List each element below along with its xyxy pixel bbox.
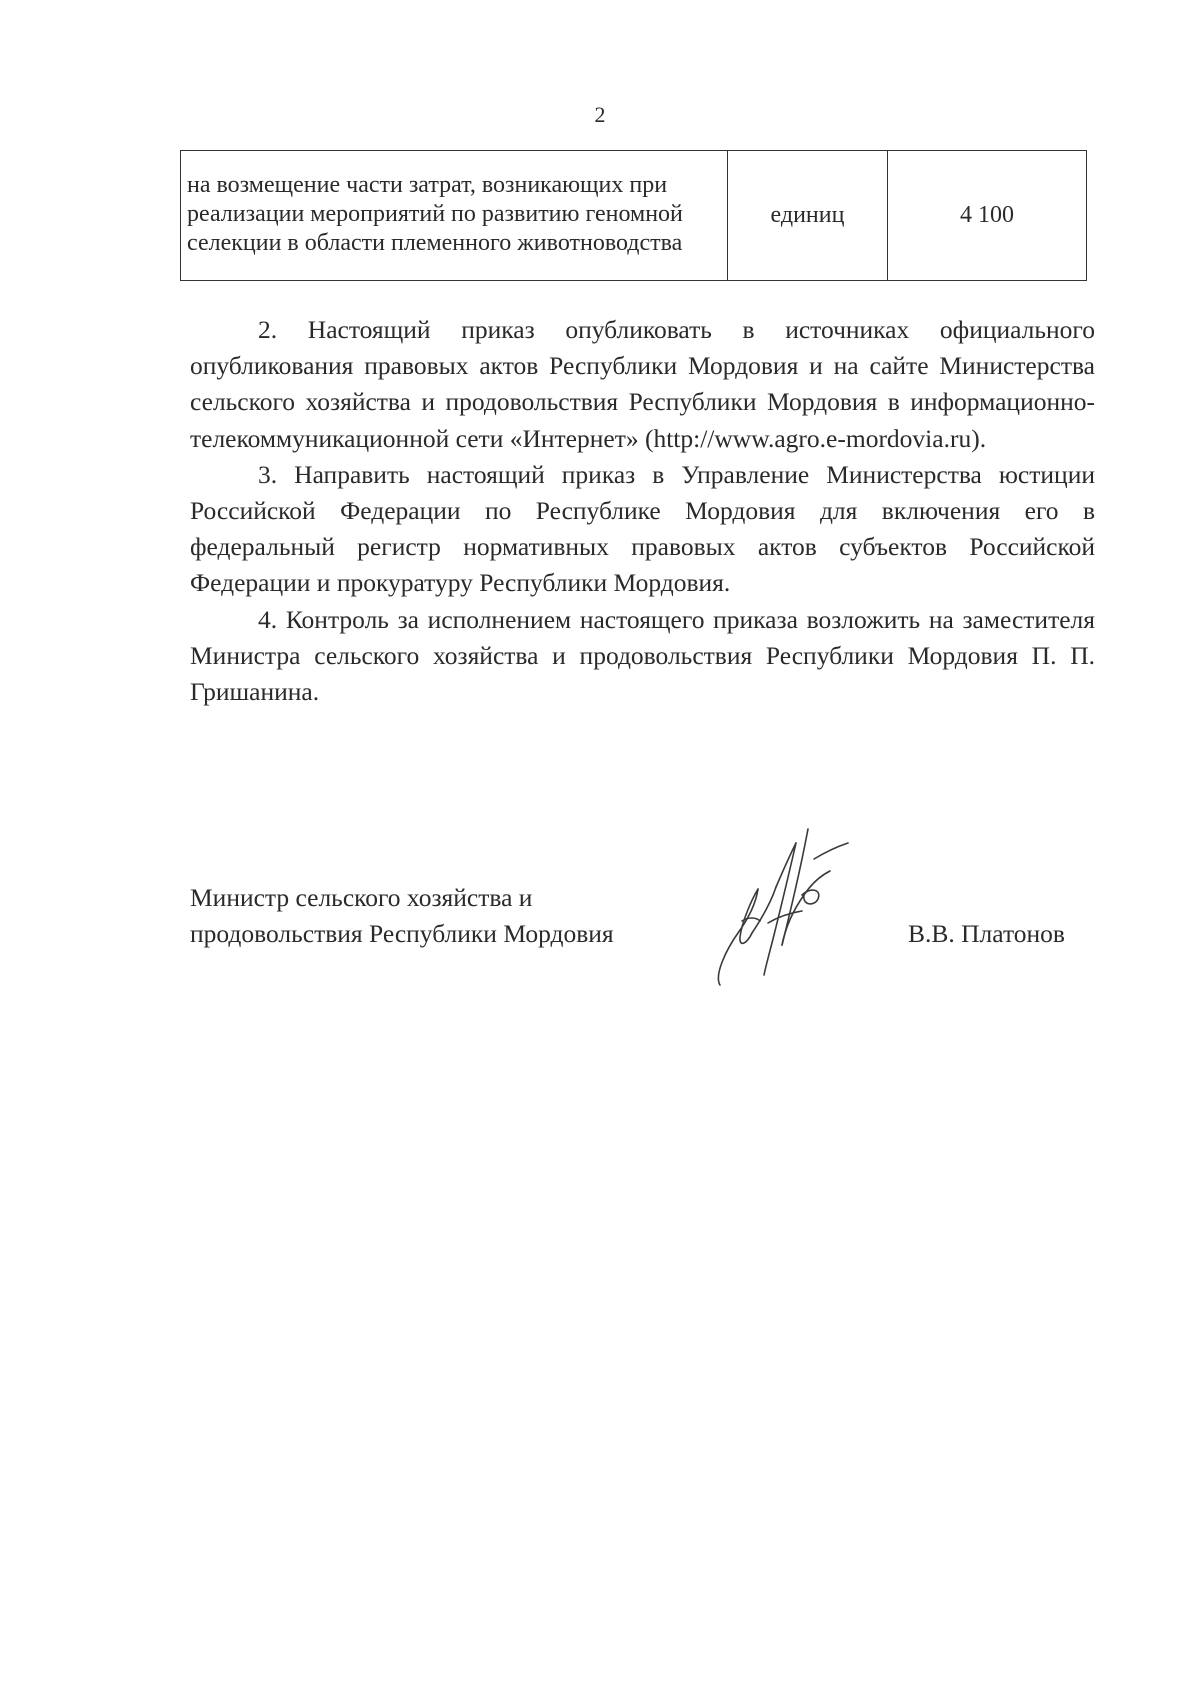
data-table [180,150,1087,281]
paragraph-registration: 3. Направить настоящий приказ в Управление Министерства юстиции Российской Федерации по Республике Мордовия для включения его в федеральный регистр нормативных правовых актов субъектов Российской Федерации и прокуратуру Республики Мордовия. [190,459,1095,598]
table-row [181,151,1087,281]
signatory-position-line-2: продовольствия Республики Мордовия [190,919,614,948]
handwritten-signature-icon [712,825,862,990]
table-cell-description: на возмещение части затрат, возникающих при реализации мероприятий по развитию геномной селекции в области племенного животноводства [181,151,728,281]
table-cell-unit: единиц [728,151,888,281]
signatory-position-line-1: Министр сельского хозяйства и [190,883,533,912]
document-body [190,312,1095,710]
signatory-name: В.В. Платонов [908,919,1065,948]
table-cell-value: 4 100 [888,151,1087,281]
signatory-position [190,880,690,952]
paragraph-control: 4. Контроль за исполнением настоящего приказа возложить на заместителя Министра сельского хозяйства и продовольствия Республики Мордовия П. П. Гришанина. [190,604,1095,707]
paragraph-publication: 2. Настоящий приказ опубликовать в источниках официального опубликования правовых актов Республики Мордовия и на сайте Министерства сельского хозяйства и продовольствия Республики Мордовия в информационно-телекоммуникационной сети «Интернет» (http://www.agro.e-mordovia.ru). [190,315,1095,453]
page-number: 2 [594,102,606,127]
